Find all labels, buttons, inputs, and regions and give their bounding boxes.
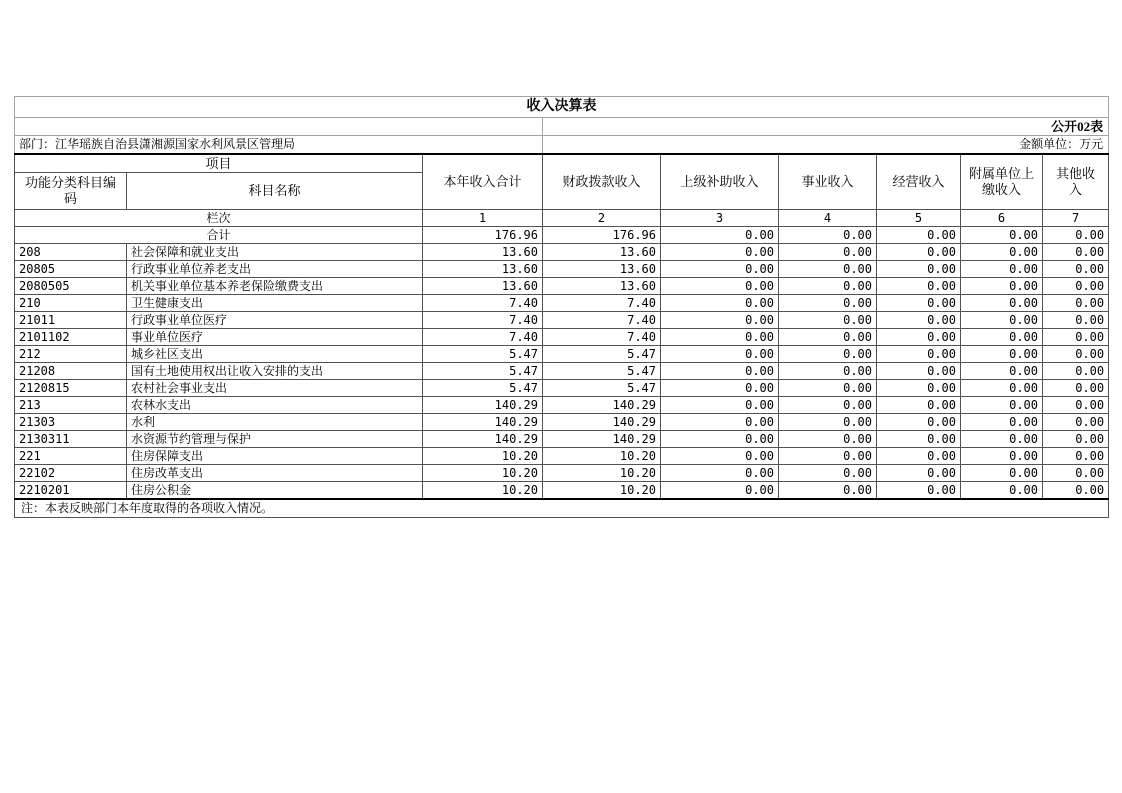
row-code-cell: 2210201 (15, 482, 127, 500)
row-name-cell: 行政事业单位养老支出 (127, 261, 423, 278)
header-col-business-income: 事业收入 (779, 154, 877, 210)
row-name-cell: 国有土地使用权出让收入安排的支出 (127, 363, 423, 380)
row-value-cell: 7.40 (543, 329, 661, 346)
row-name-cell: 农村社会事业支出 (127, 380, 423, 397)
row-value-cell: 0.00 (877, 312, 961, 329)
row-name-cell: 住房保障支出 (127, 448, 423, 465)
row-code-cell: 2101102 (15, 329, 127, 346)
row-name-cell: 卫生健康支出 (127, 295, 423, 312)
row-value-cell: 0.00 (661, 431, 779, 448)
row-name-cell: 住房公积金 (127, 482, 423, 500)
row-value-cell: 10.20 (543, 448, 661, 465)
row-value-cell: 0.00 (1043, 380, 1109, 397)
column-index-row (15, 210, 1109, 227)
row-value-cell: 0.00 (1043, 346, 1109, 363)
row-value-cell: 0.00 (779, 397, 877, 414)
row-value-cell: 0.00 (779, 448, 877, 465)
row-value-cell: 140.29 (423, 414, 543, 431)
row-value-cell: 0.00 (661, 397, 779, 414)
column-index: 5 (877, 210, 961, 227)
table-row (15, 363, 1109, 380)
table-note: 注：本表反映部门本年度取得的各项收入情况。 (15, 499, 1109, 518)
row-value-cell: 0.00 (961, 244, 1043, 261)
row-code-cell: 2130311 (15, 431, 127, 448)
row-value-cell: 13.60 (543, 261, 661, 278)
row-code-cell: 2080505 (15, 278, 127, 295)
table-row (15, 397, 1109, 414)
header-col-other-income: 其他收入 (1043, 154, 1109, 210)
row-name-cell: 水利 (127, 414, 423, 431)
row-value-cell: 0.00 (877, 431, 961, 448)
row-value-cell: 13.60 (543, 278, 661, 295)
row-code-cell: 212 (15, 346, 127, 363)
column-index-label: 栏次 (15, 210, 423, 227)
row-code-cell: 22102 (15, 465, 127, 482)
total-label: 合计 (15, 227, 423, 244)
table-row (15, 278, 1109, 295)
row-code-cell: 221 (15, 448, 127, 465)
row-value-cell: 10.20 (423, 465, 543, 482)
row-value-cell: 7.40 (423, 329, 543, 346)
row-value-cell: 0.00 (661, 482, 779, 500)
row-value-cell: 0.00 (661, 414, 779, 431)
row-value-cell: 10.20 (423, 482, 543, 500)
row-value-cell: 7.40 (423, 295, 543, 312)
row-value-cell: 0.00 (877, 244, 961, 261)
title-row (15, 97, 1109, 118)
total-value: 0.00 (1043, 227, 1109, 244)
header-col-affiliated-unit-income: 附属单位上缴收入 (961, 154, 1043, 210)
row-code-cell: 21208 (15, 363, 127, 380)
row-value-cell: 0.00 (1043, 295, 1109, 312)
row-value-cell: 0.00 (877, 397, 961, 414)
row-name-cell: 行政事业单位医疗 (127, 312, 423, 329)
table-data-rows (15, 244, 1109, 500)
row-value-cell: 0.00 (661, 448, 779, 465)
row-value-cell: 0.00 (877, 465, 961, 482)
row-value-cell: 0.00 (661, 261, 779, 278)
income-final-accounts-table (14, 96, 1109, 518)
row-value-cell: 10.20 (423, 448, 543, 465)
row-value-cell: 0.00 (1043, 482, 1109, 500)
row-value-cell: 0.00 (779, 414, 877, 431)
row-value-cell: 10.20 (543, 482, 661, 500)
row-value-cell: 0.00 (1043, 261, 1109, 278)
row-value-cell: 140.29 (543, 397, 661, 414)
table-row (15, 380, 1109, 397)
total-value: 0.00 (961, 227, 1043, 244)
row-value-cell: 7.40 (423, 312, 543, 329)
row-value-cell: 0.00 (961, 465, 1043, 482)
row-code-cell: 21011 (15, 312, 127, 329)
table-top-section (15, 97, 1109, 244)
row-code-cell: 2120815 (15, 380, 127, 397)
table-title: 收入决算表 (15, 97, 1109, 118)
row-name-cell: 水资源节约管理与保护 (127, 431, 423, 448)
table-row (15, 448, 1109, 465)
row-value-cell: 140.29 (423, 397, 543, 414)
row-value-cell: 0.00 (877, 380, 961, 397)
table-row (15, 329, 1109, 346)
row-value-cell: 0.00 (779, 380, 877, 397)
table-row (15, 465, 1109, 482)
table-tag: 公开02表 (543, 118, 1109, 136)
row-value-cell: 0.00 (961, 346, 1043, 363)
row-value-cell: 0.00 (779, 329, 877, 346)
row-value-cell: 0.00 (961, 278, 1043, 295)
table-row (15, 346, 1109, 363)
table-bottom-section (15, 499, 1109, 518)
row-value-cell: 0.00 (1043, 363, 1109, 380)
header-col-total-income: 本年收入合计 (423, 154, 543, 210)
row-code-cell: 213 (15, 397, 127, 414)
row-value-cell: 7.40 (543, 295, 661, 312)
header-col-superior-subsidy: 上级补助收入 (661, 154, 779, 210)
header-subject-name: 科目名称 (127, 173, 423, 210)
row-value-cell: 0.00 (961, 295, 1043, 312)
row-value-cell: 0.00 (1043, 414, 1109, 431)
row-value-cell: 0.00 (779, 465, 877, 482)
row-value-cell: 0.00 (877, 414, 961, 431)
row-value-cell: 0.00 (661, 244, 779, 261)
row-value-cell: 5.47 (543, 380, 661, 397)
row-value-cell: 0.00 (877, 278, 961, 295)
row-value-cell: 0.00 (1043, 329, 1109, 346)
row-value-cell: 0.00 (661, 295, 779, 312)
header-col-fiscal-appropriation: 财政拨款收入 (543, 154, 661, 210)
row-name-cell: 城乡社区支出 (127, 346, 423, 363)
column-index: 1 (423, 210, 543, 227)
row-value-cell: 13.60 (423, 278, 543, 295)
row-value-cell: 0.00 (877, 448, 961, 465)
row-value-cell: 0.00 (1043, 448, 1109, 465)
row-value-cell: 13.60 (543, 244, 661, 261)
row-code-cell: 20805 (15, 261, 127, 278)
row-value-cell: 0.00 (877, 261, 961, 278)
column-index: 6 (961, 210, 1043, 227)
row-value-cell: 0.00 (779, 431, 877, 448)
department-label: 部门：江华瑶族自治县潇湘源国家水利风景区管理局 (15, 136, 543, 155)
row-value-cell: 0.00 (779, 346, 877, 363)
table-row (15, 295, 1109, 312)
table-row (15, 431, 1109, 448)
row-value-cell: 7.40 (543, 312, 661, 329)
total-value: 176.96 (423, 227, 543, 244)
row-value-cell: 140.29 (543, 431, 661, 448)
row-name-cell: 社会保障和就业支出 (127, 244, 423, 261)
row-name-cell: 住房改革支出 (127, 465, 423, 482)
row-value-cell: 0.00 (779, 363, 877, 380)
row-value-cell: 0.00 (961, 414, 1043, 431)
row-value-cell: 0.00 (661, 380, 779, 397)
row-value-cell: 13.60 (423, 244, 543, 261)
row-value-cell: 0.00 (779, 261, 877, 278)
row-value-cell: 5.47 (543, 346, 661, 363)
row-value-cell: 0.00 (661, 363, 779, 380)
column-index: 3 (661, 210, 779, 227)
row-value-cell: 0.00 (961, 397, 1043, 414)
table-row (15, 482, 1109, 500)
row-value-cell: 0.00 (877, 482, 961, 500)
row-value-cell: 0.00 (661, 278, 779, 295)
tag-row-spacer (15, 118, 543, 136)
total-value: 176.96 (543, 227, 661, 244)
row-value-cell: 0.00 (877, 363, 961, 380)
total-value: 0.00 (877, 227, 961, 244)
row-value-cell: 0.00 (961, 380, 1043, 397)
table-row (15, 261, 1109, 278)
row-value-cell: 0.00 (961, 312, 1043, 329)
row-value-cell: 0.00 (877, 329, 961, 346)
table-row (15, 312, 1109, 329)
row-value-cell: 0.00 (661, 465, 779, 482)
row-value-cell: 0.00 (1043, 465, 1109, 482)
row-name-cell: 事业单位医疗 (127, 329, 423, 346)
total-row (15, 227, 1109, 244)
header-row-project (15, 154, 1109, 173)
unit-label: 金额单位：万元 (543, 136, 1109, 155)
row-value-cell: 0.00 (779, 278, 877, 295)
note-row (15, 499, 1109, 518)
row-value-cell: 5.47 (543, 363, 661, 380)
total-value: 0.00 (661, 227, 779, 244)
department-row (15, 136, 1109, 155)
row-value-cell: 0.00 (877, 295, 961, 312)
row-value-cell: 5.47 (423, 346, 543, 363)
row-value-cell: 140.29 (543, 414, 661, 431)
column-index: 2 (543, 210, 661, 227)
header-col-operating-income: 经营收入 (877, 154, 961, 210)
row-value-cell: 0.00 (961, 329, 1043, 346)
table-row (15, 244, 1109, 261)
column-index: 4 (779, 210, 877, 227)
row-code-cell: 21303 (15, 414, 127, 431)
total-value: 0.00 (779, 227, 877, 244)
row-value-cell: 0.00 (661, 312, 779, 329)
row-value-cell: 0.00 (661, 346, 779, 363)
row-value-cell: 0.00 (961, 482, 1043, 500)
row-value-cell: 0.00 (1043, 431, 1109, 448)
row-name-cell: 机关事业单位基本养老保险缴费支出 (127, 278, 423, 295)
header-project: 项目 (15, 154, 423, 173)
row-value-cell: 0.00 (961, 448, 1043, 465)
row-value-cell: 0.00 (779, 312, 877, 329)
row-value-cell: 0.00 (1043, 397, 1109, 414)
tag-row (15, 118, 1109, 136)
column-index: 7 (1043, 210, 1109, 227)
row-name-cell: 农林水支出 (127, 397, 423, 414)
header-function-code: 功能分类科目编码 (15, 173, 127, 210)
row-value-cell: 0.00 (877, 346, 961, 363)
row-value-cell: 0.00 (779, 244, 877, 261)
row-value-cell: 0.00 (1043, 278, 1109, 295)
row-value-cell: 0.00 (1043, 244, 1109, 261)
row-value-cell: 0.00 (961, 363, 1043, 380)
row-value-cell: 5.47 (423, 363, 543, 380)
row-value-cell: 5.47 (423, 380, 543, 397)
row-code-cell: 210 (15, 295, 127, 312)
row-value-cell: 0.00 (661, 329, 779, 346)
row-value-cell: 10.20 (543, 465, 661, 482)
row-value-cell: 13.60 (423, 261, 543, 278)
table-row (15, 414, 1109, 431)
row-value-cell: 0.00 (1043, 312, 1109, 329)
row-value-cell: 0.00 (779, 482, 877, 500)
row-value-cell: 0.00 (961, 431, 1043, 448)
row-code-cell: 208 (15, 244, 127, 261)
row-value-cell: 0.00 (779, 295, 877, 312)
row-value-cell: 140.29 (423, 431, 543, 448)
row-value-cell: 0.00 (961, 261, 1043, 278)
